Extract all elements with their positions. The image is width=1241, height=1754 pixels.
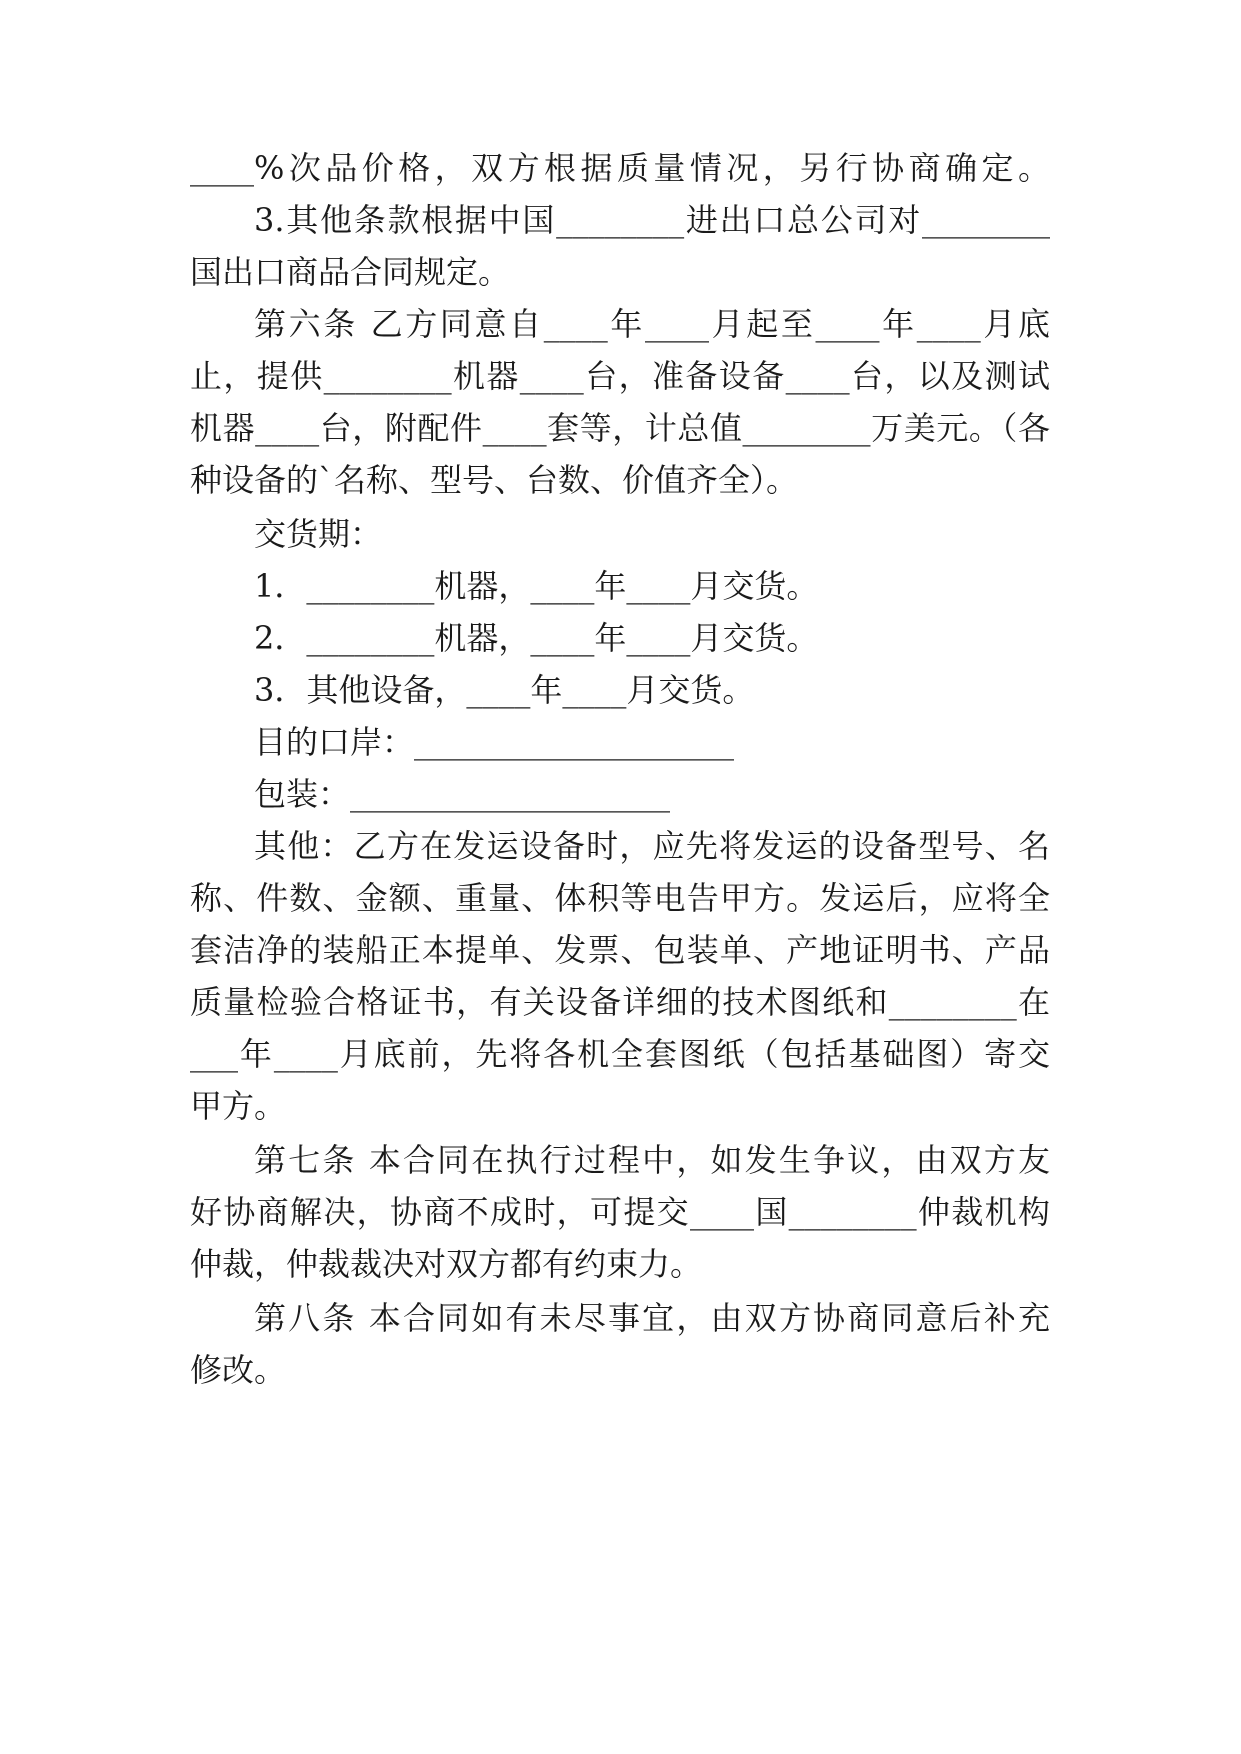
text-line-9: 1．________机器，____年____月交货。 [254,567,819,605]
text-line-15: 称、件数、金额、重量、体积等电告甲方。发运后，应将全 [190,879,1050,917]
text-line-5: 止，提供________机器____台，准备设备____台，以及测试 [190,357,1050,395]
text-line-14: 其他：乙方在发运设备时，应先将发运的设备型号、名 [254,827,1050,865]
text-line-20: 第七条 本合同在执行过程中，如发生争议，由双方友 [254,1141,1050,1179]
text-line-21: 好协商解决，协商不成时，可提交____国________仲裁机构 [190,1193,1050,1231]
text-line-24: 修改。 [190,1351,287,1389]
text-line-4: 第六条 乙方同意自____年____月起至____年____月底 [254,305,1050,343]
text-line-7: 种设备的`名称、型号、台数、价值齐全）。 [190,461,799,499]
text-line-22: 仲裁，仲裁裁决对双方都有约束力。 [190,1245,703,1283]
text-line-18: ___年____月底前，先将各机全套图纸（包括基础图）寄交 [190,1035,1050,1073]
text-line-16: 套洁净的装船正本提单、发票、包装单、产地证明书、产品 [190,931,1050,969]
text-line-12: 目的口岸：____________________ [254,723,735,761]
text-line-6: 机器____台，附配件____套等，计总值________万美元。（各 [190,409,1050,447]
text-line-13: 包装：____________________ [254,775,671,813]
text-line-1: ____%次品价格，双方根据质量情况，另行协商确定。 [190,149,1050,187]
text-line-8: 交货期： [254,515,383,553]
text-line-17: 质量检验合格证书，有关设备详细的技术图纸和________在 [190,983,1050,1021]
text-line-19: 甲方。 [190,1087,287,1125]
text-line-10: 2．________机器，____年____月交货。 [254,619,819,657]
text-line-3: 国出口商品合同规定。 [190,253,511,291]
text-line-11: 3．其他设备，____年____月交货。 [254,671,755,709]
text-line-2: 3.其他条款根据中国________进出口总公司对________ [254,201,1050,239]
text-line-23: 第八条 本合同如有未尽事宜，由双方协商同意后补充 [254,1299,1050,1337]
